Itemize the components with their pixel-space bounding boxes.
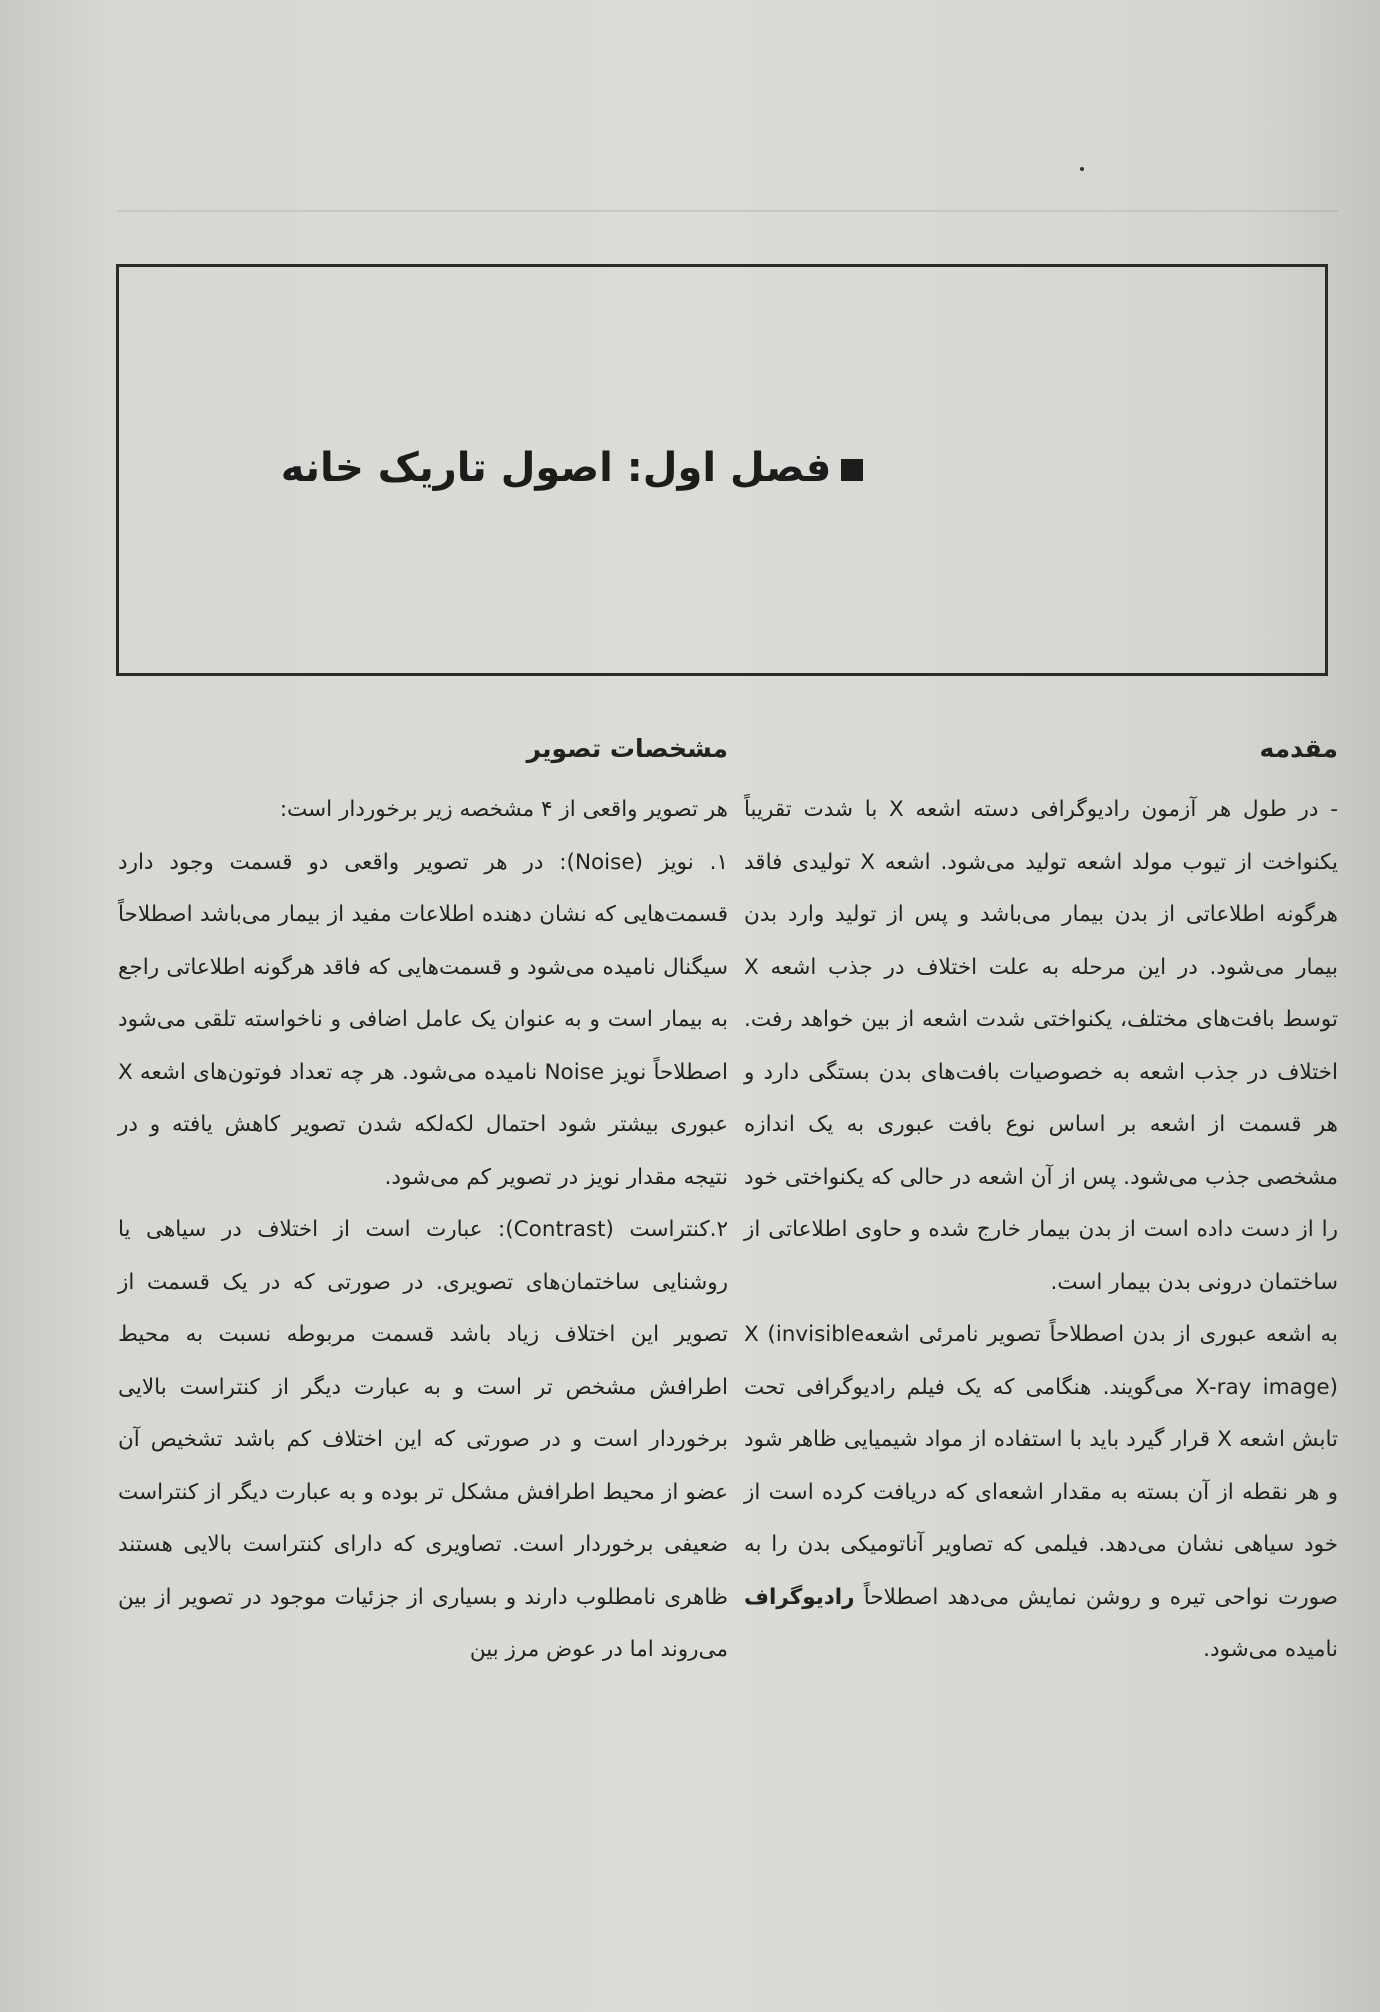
contrast-paragraph: ۲.کنتراست (Contrast): عبارت است از اختلاف در سیاهی یا روشنایی ساختمان‌های تصویری. در صورتی که در یک قسمت از تصویر این اختلاف زیاد باشد قسمت مربوطه نسبت به محیط اطرافش مشخص تر است و به عبارت دیگر از کنتراست بالایی برخوردار است و در صورتی که این اختلاف کم باشد تشخیص آن عضو از محیط اطرافش مشکل تر بوده و به عبارت دیگر از کنتراست ضعیفی برخوردار است. تصاویری که دارای کنتراست بالایی هستند ظاهری نامطلوب دارند و بسیاری از جزئیات موجود در تصویر از بین می‌روند اما در عوض مرز بین (118, 1217, 728, 1662)
chapter-title: فصل اول: اصول تاریک خانه (119, 445, 1325, 491)
image-characteristics-heading: مشخصات تصویر (526, 734, 728, 763)
intro-paragraph: هر تصویر واقعی از ۴ مشخصه زیر برخوردار است: (279, 797, 728, 822)
paragraph: - در طول هر آزمون رادیوگرافی دسته اشعه X با شدت تقریباً یکنواخت از تیوب مولد اشعه تولید می‌شود. اشعه X تولیدی فاقد هرگونه اطلاعاتی از بدن بیمار می‌باشد و پس از تولید وارد بدن بیمار می‌شود. در این مرحله به علت اختلاف در جذب اشعه X توسط بافت‌های مختلف، یکنواختی شدت اشعه از بین خواهد رفت. اختلاف در جذب اشعه به خصوصیات بافت‌های بدن بستگی دارد و هر قسمت از اشعه بر اساس نوع بافت عبوری به یک اندازه مشخصی جذب می‌شود. پس از آن اشعه در حالی که یکنواختی خود را از دست داده است از بدن بیمار خارج شده و حاوی اطلاعاتی از ساختمان درونی بدن بیمار است. (744, 797, 1338, 1295)
noise-paragraph: ۱. نویز (Noise): در هر تصویر واقعی دو قسمت وجود دارد قسمت‌هایی که نشان دهنده اطلاعات مفید از بیمار می‌باشد اصطلاحاً سیگنال نامیده می‌شود و قسمت‌هایی که فاقد هرگونه اطلاعاتی راجع به بیمار است و به عنوان یک عامل اضافی و ناخواسته تلقی می‌شود اصطلاحاً نویز Noise نامیده می‌شود. هر چه تعداد فوتون‌های اشعه X عبوری بیشتر شود احتمال لکه‌لکه شدن تصویر کاهش یافته و در نتیجه مقدار نویز در تصویر کم می‌شود. (118, 849, 729, 1190)
bleed-through-rule (118, 170, 1338, 212)
radiograph-term: رادیوگراف (744, 1584, 855, 1610)
left-column (118, 714, 728, 1677)
paragraph: به اشعه عبوری از بدن اصطلاحاً تصویر نامرئی اشعهX (invisible X-ray image) می‌گویند. هنگامی که یک فیلم رادیوگرافی تحت تابش اشعه X قرار گیرد باید با استفاده از مواد شیمیایی ظاهر شود و هر نقطه از آن بسته به مقدار اشعه‌ای که دریافت کرده است از خود سیاهی نشان می‌دهد. فیلمی که تصاویر آناتومیکی بدن را به صورت نواحی تیره و روشن نمایش می‌دهد اصطلاحاً رادیوگراف نامیده می‌شود. (744, 1322, 1339, 1662)
bullet-square-icon (841, 459, 863, 481)
right-column (744, 714, 1338, 1677)
chapter-title-box (116, 264, 1328, 676)
introduction-heading: مقدمه (1259, 734, 1338, 763)
